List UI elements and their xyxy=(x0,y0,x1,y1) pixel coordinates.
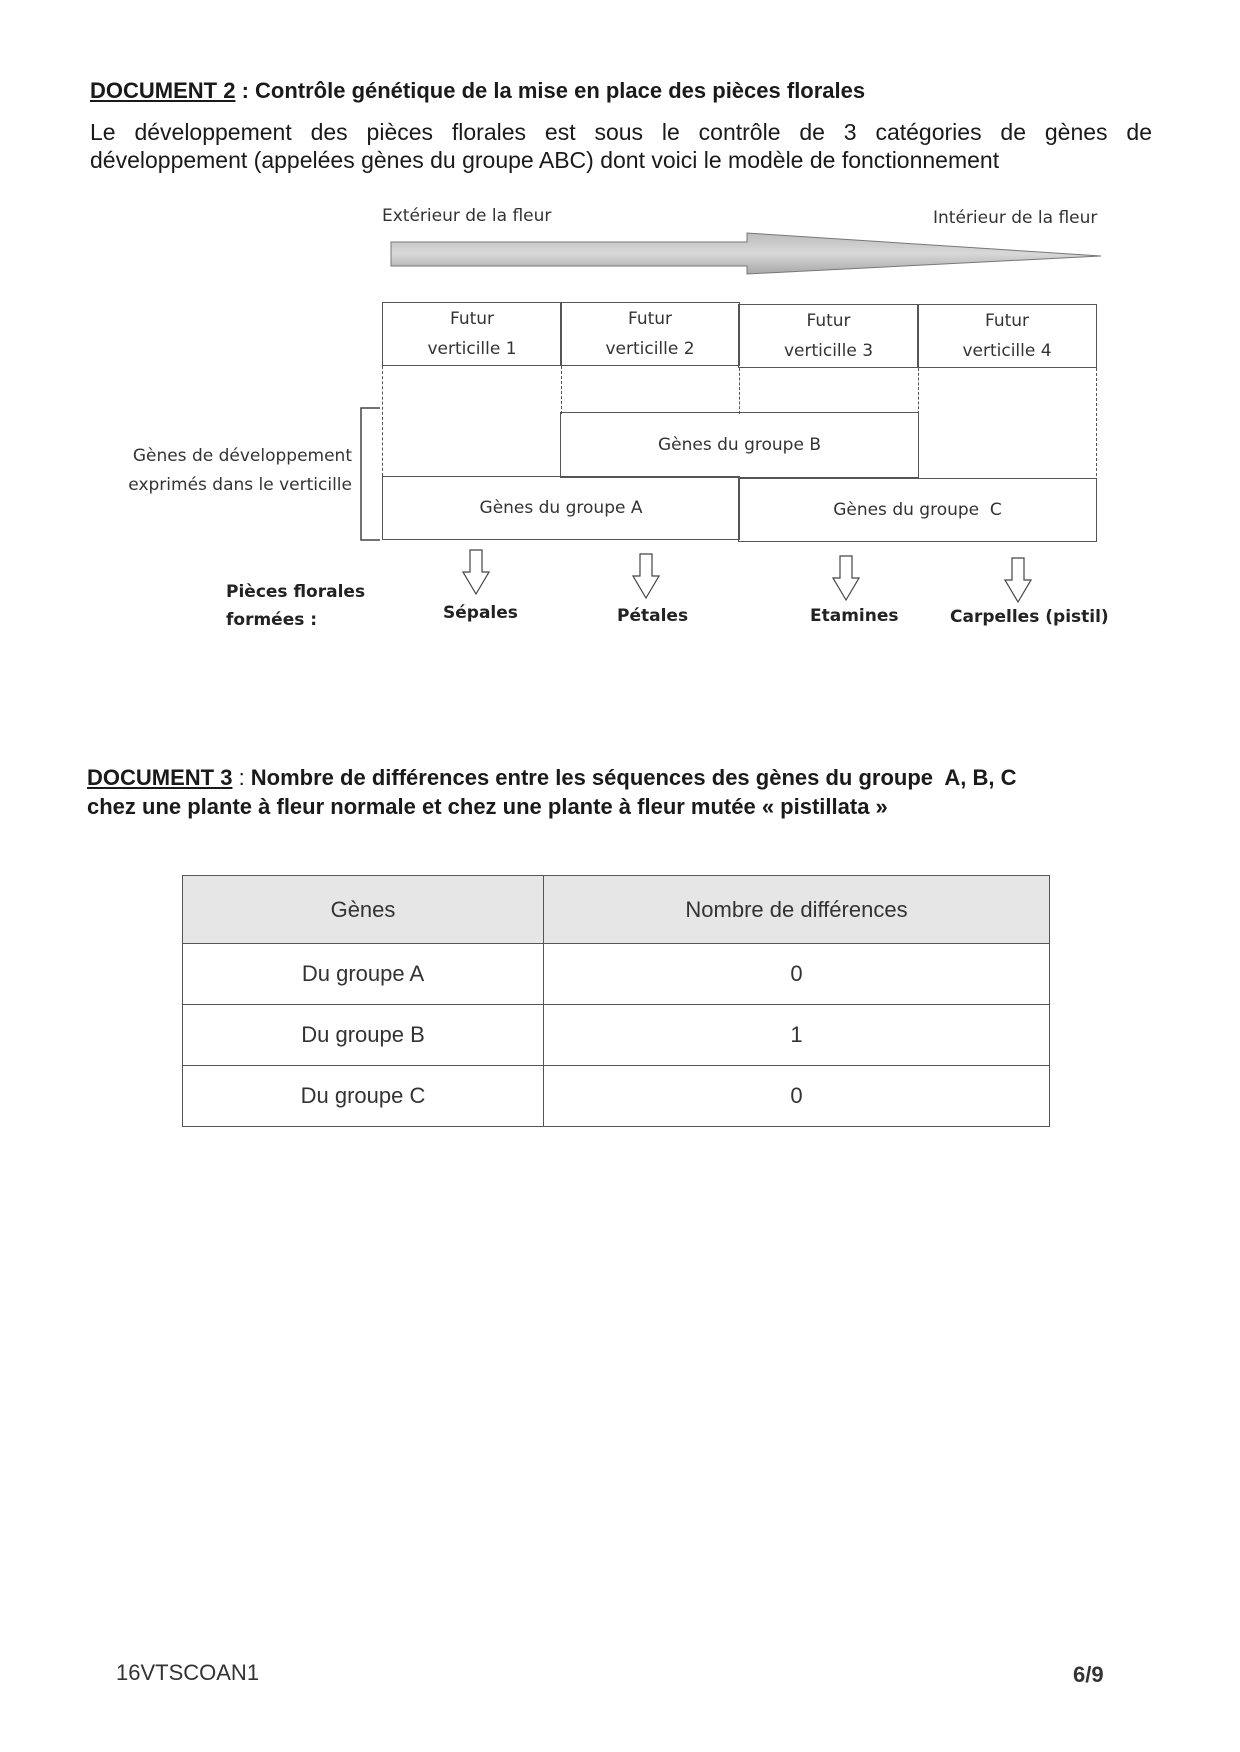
verticille-2-line1: Futur xyxy=(627,309,673,329)
doc2-paragraph-line2: développement (appelées gènes du groupe ABC) dont voici le modèle de fonctionnement xyxy=(90,147,1000,173)
verticille-4-line2: verticille 4 xyxy=(962,341,1052,361)
table-cell-gene: Du groupe C xyxy=(183,1066,544,1127)
doc2-title xyxy=(90,78,865,104)
table-row xyxy=(183,1005,1050,1066)
group-c-label: Gènes du groupe C xyxy=(833,500,1002,520)
dashed-separator xyxy=(918,368,919,414)
group-c-box xyxy=(738,478,1097,542)
dashed-separator xyxy=(561,366,562,414)
group-b-label: Gènes du groupe B xyxy=(658,435,821,455)
group-a-box xyxy=(382,476,740,540)
verticille-2-header xyxy=(560,302,740,366)
verticille-4-header xyxy=(917,304,1097,368)
doc2-title-rest: Contrôle génétique de la mise en place des pièces florales xyxy=(255,78,866,103)
table-header-differences: Nombre de différences xyxy=(544,876,1050,944)
table-header-row xyxy=(183,876,1050,944)
pieces-label xyxy=(226,578,365,634)
side-label-line1: Gènes de développement xyxy=(132,446,352,466)
side-label xyxy=(90,442,352,500)
doc3-title-line1 xyxy=(87,765,1017,791)
table-cell-count: 1 xyxy=(544,1005,1050,1066)
doc3-title-rest: Nombre de différences entre les séquences des gènes du groupe A, B, C xyxy=(250,765,1017,790)
doc2-title-sep: : xyxy=(235,78,256,103)
table-cell-gene: Du groupe B xyxy=(183,1005,544,1066)
doc3-title-sep: : xyxy=(232,765,251,790)
down-arrow-icon xyxy=(462,548,490,596)
doc2-paragraph-line1: Le développement des pièces florales est sous le contrôle de 3 catégories de gènes de xyxy=(90,119,1152,145)
verticille-1-line2: verticille 1 xyxy=(427,339,517,359)
verticille-4-line1: Futur xyxy=(984,311,1030,331)
pieces-label-line1: Pièces florales xyxy=(226,582,366,602)
verticille-1-line1: Futur xyxy=(449,309,495,329)
side-label-line2: exprimés dans le verticille xyxy=(128,475,352,495)
genes-table xyxy=(182,875,1050,1127)
down-arrow-icon xyxy=(832,554,860,602)
side-bracket xyxy=(355,405,385,545)
arrow-left-label: Extérieur de la fleur xyxy=(382,206,552,226)
dashed-separator xyxy=(739,368,740,414)
doc3-title-line2: chez une plante à fleur normale et chez une plante à fleur mutée « pistillata » xyxy=(87,794,888,819)
piece-sepales: Sépales xyxy=(443,603,518,623)
down-arrow-icon xyxy=(632,552,660,600)
doc2-title-label: DOCUMENT 2 xyxy=(90,78,236,103)
verticille-1-header xyxy=(382,302,562,366)
doc3-title-label: DOCUMENT 3 xyxy=(87,765,233,790)
verticille-3-header xyxy=(738,304,919,368)
verticille-3-line1: Futur xyxy=(806,311,851,331)
table-cell-count: 0 xyxy=(544,944,1050,1005)
piece-carpelles: Carpelles (pistil) xyxy=(950,607,1109,627)
table-row xyxy=(183,944,1050,1005)
group-b-box xyxy=(560,412,919,478)
table-row xyxy=(183,1066,1050,1127)
down-arrow-icon xyxy=(1004,556,1032,604)
table-header-genes: Gènes xyxy=(183,876,544,944)
piece-petales: Pétales xyxy=(617,606,689,626)
direction-arrow xyxy=(385,228,1105,276)
footer-code: 16VTSCOAN1 xyxy=(116,1660,260,1685)
table-cell-count: 0 xyxy=(544,1066,1050,1127)
table-cell-gene: Du groupe A xyxy=(183,944,544,1005)
dashed-separator xyxy=(1096,368,1097,476)
footer-page-number: 6/9 xyxy=(1073,1662,1104,1687)
verticille-2-line2: verticille 2 xyxy=(605,339,695,359)
group-a-label: Gènes du groupe A xyxy=(479,498,643,518)
arrow-right-label: Intérieur de la fleur xyxy=(933,208,1098,228)
pieces-label-line2: formées : xyxy=(226,610,318,630)
piece-etamines: Etamines xyxy=(810,606,899,626)
verticille-3-line2: verticille 3 xyxy=(783,341,874,361)
